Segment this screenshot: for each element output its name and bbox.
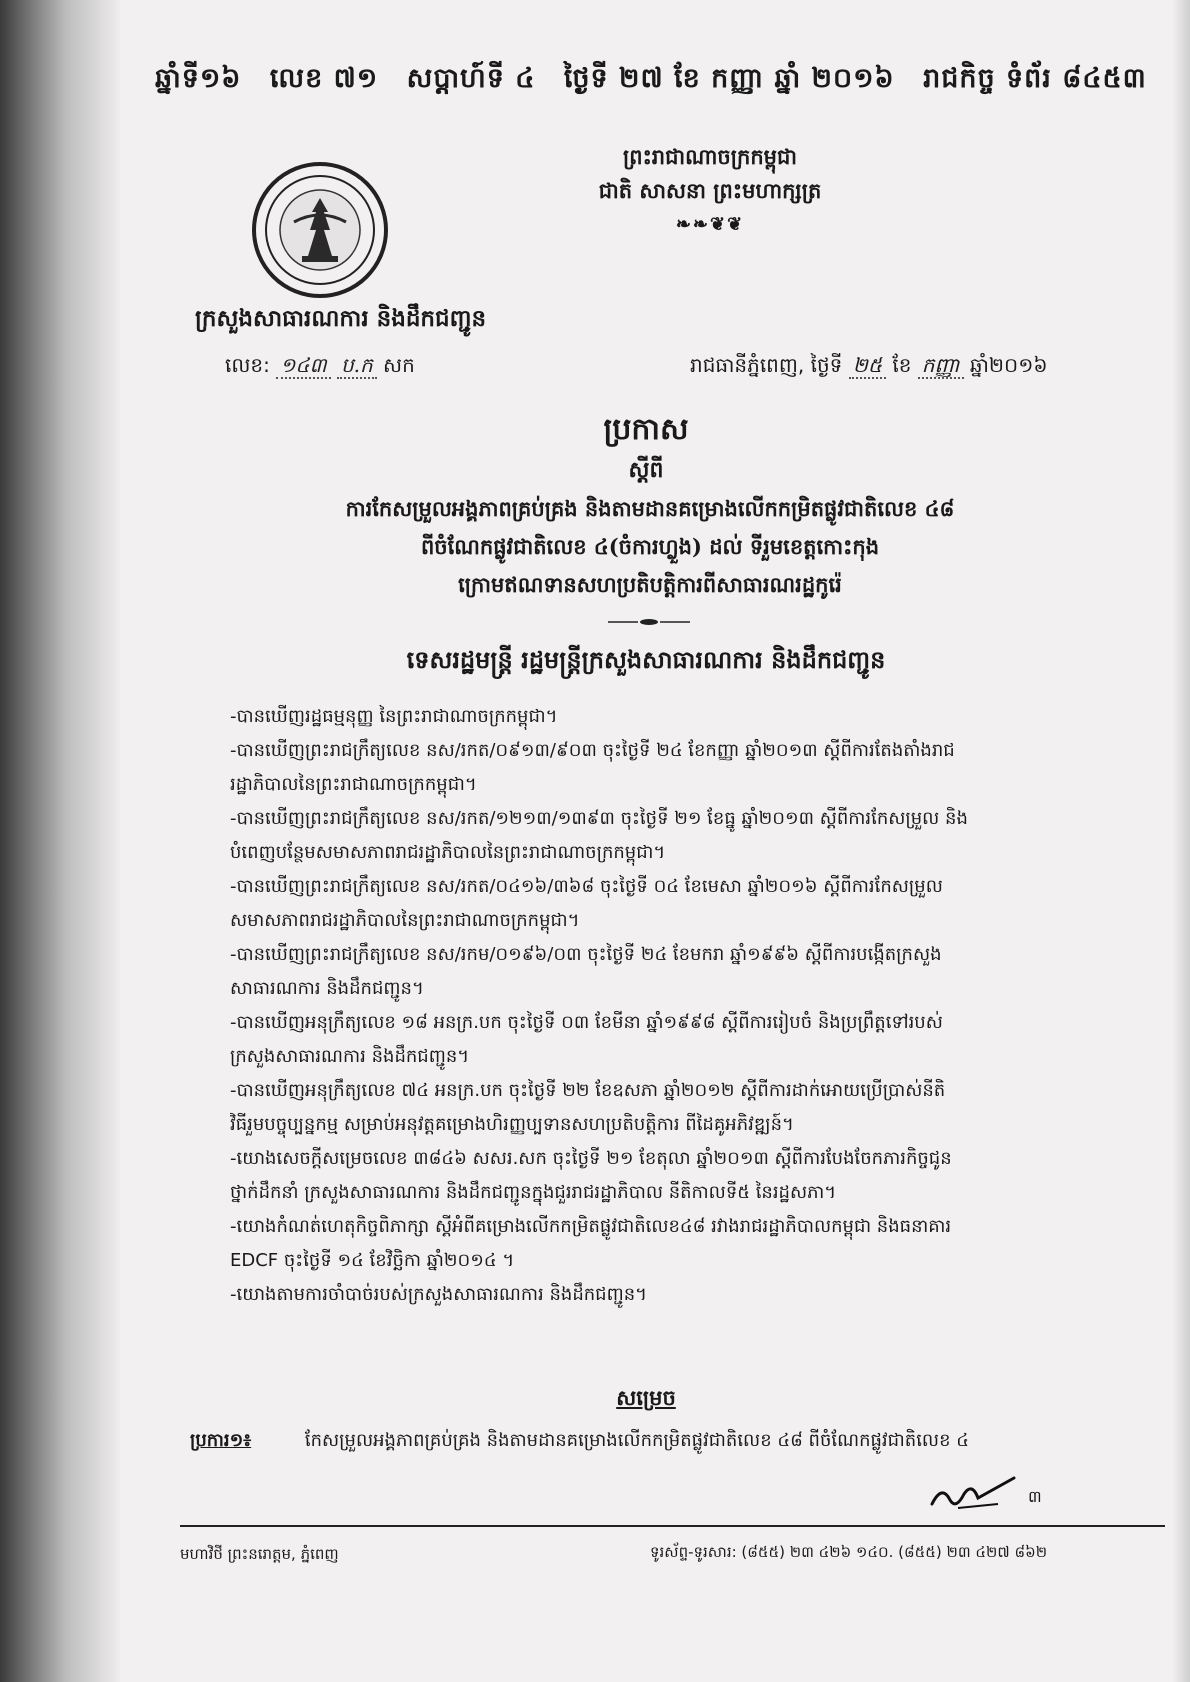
page-mark: ៣ [1028, 1487, 1042, 1506]
ref-prefix: លេខ: [225, 353, 270, 377]
list-item: ថ្នាក់ដឹកនាំ ក្រសួងសាធារណការ និងដឹកជញ្ជូនក្នុងជួររាជរដ្ឋាភិបាល នីតិកាលទី៥ នៃរដ្ឋសភា។ [230, 1182, 837, 1203]
list-item: -បានឃើញព្រះរាជក្រឹត្យលេខ នស/រកម/០១៩៦/០៣ ចុះថ្ងៃទី ២៤ ខែមករា ឆ្នាំ១៩៩៦ ស្តីពីការបង្កើតក្រសួង [230, 944, 942, 965]
list-item: -បានឃើញព្រះរាជក្រឹត្យលេខ នស/រកត/១២១៣/១៣៩៣ ចុះថ្ងៃទី ២១ ខែធ្នូ ឆ្នាំ២០១៣ ស្តីពីការកែសម្រួល និង [230, 808, 968, 829]
ministry-name: ក្រសួងសាធារណការ និងដឹកជញ្ជូន [195, 305, 487, 332]
footer-phone: ទូរស័ព្ទ-ទូរសារ: (៨៥៥) ២៣ ៤២៦ ១៤០. (៨៥៥) ២៣ ៤២៧ ៨៦២ [650, 1543, 1048, 1561]
footer-divider [180, 1525, 1165, 1527]
list-item: -យោងតាមការចាំបាច់របស់ក្រសួងសាធារណការ និងដឹកជញ្ជូន។ [230, 1284, 648, 1305]
article-1-text: កែសម្រួលអង្គភាពគ្រប់គ្រង និងតាមដានគម្រោងលើកកម្រិតផ្លូវជាតិលេខ ៤៨ ពីចំណែកផ្លូវជាតិលេខ ៤ [304, 1430, 969, 1451]
issue-date [690, 352, 1048, 382]
gazette-week: សប្តាហ៍ទី ៤ [406, 63, 536, 94]
scan-shadow-right [1172, 0, 1190, 1682]
kingdom-motto [500, 140, 920, 242]
ornament: ❧❧❦❦ [675, 214, 745, 235]
date-month: កញ្ញា [918, 353, 964, 379]
ornamental-divider-icon [608, 618, 690, 626]
ref-number: ១៤៣ [276, 353, 330, 379]
subject-line: ពីចំណែកផ្លូវជាតិលេខ ៤(ចំការហ្លួង) ដល់ ទីរួមខេត្តកោះកុង [420, 534, 880, 559]
considerations-list [230, 700, 1150, 1312]
initials-signature-icon [928, 1474, 1018, 1514]
list-item: -យោងសេចក្តីសម្រេចលេខ ៣៨៤៦ សសរ.សក ចុះថ្ងៃទី ២១ ខែតុលា ឆ្នាំ២០១៣ ស្តីពីការបែងចែកភារកិច្ចជូន [230, 1148, 952, 1169]
footer-address: មហាវិថី ព្រះនរោត្តម, ភ្នំពេញ [180, 1545, 339, 1563]
list-item: -យោងកំណត់ហេតុកិច្ចពិភាក្សា ស្តីអំពីគម្រោងលើកកម្រិតផ្លូវជាតិលេខ៤៨ រវាងរាជរដ្ឋាភិបាលកម្ពុជា និងធនាគារ [230, 1216, 952, 1237]
subject-block [220, 490, 1080, 604]
reference-number [225, 352, 415, 382]
kingdom-name: ព្រះរាជាណាចក្រកម្ពុជា [622, 144, 797, 169]
ministry-seal-icon [250, 160, 390, 300]
gazette-year: ឆ្នាំទី១៦ [155, 63, 242, 94]
gazette-page: រាជកិច្ច ទំព័រ ៨៤៥៣ [923, 63, 1147, 94]
gazette-date: ថ្ងៃទី ២៧ ខែ កញ្ញា ឆ្នាំ ២០១៦ [563, 63, 895, 94]
subject-label: ស្តីពី [628, 457, 664, 483]
list-item: -បានឃើញអនុក្រឹត្យលេខ ៧៤ អនក្រ.បក ចុះថ្ងៃទី ២២ ខែឧសភា ឆ្នាំ២០១២ ស្តីពីការដាក់អោយប្រើប្រាស់នីតិ [230, 1080, 946, 1101]
list-item: សមាសភាពរាជរដ្ឋាភិបាលនៃព្រះរាជាណាចក្រកម្ពុជា។ [230, 910, 580, 931]
date-place: រាជធានីភ្នំពេញ, ថ្ងៃទី [690, 353, 843, 377]
document-type: ប្រកាស [603, 412, 689, 447]
date-month-label: ខែ [892, 353, 912, 377]
nation-motto: ជាតិ សាសនា ព្រះមហាក្សត្រ [598, 178, 822, 203]
article-1 [190, 1428, 1170, 1455]
date-year: ឆ្នាំ២០១៦ [969, 353, 1048, 377]
subject-line: ការកែសម្រួលអង្គភាពគ្រប់គ្រង និងតាមដានគម្រោងលើកកម្រិតផ្លូវជាតិលេខ ៤៨ [345, 496, 955, 521]
list-item: វិធីរួមបច្ចុប្បន្នកម្ម សម្រាប់អនុវត្តគម្រោងហិរញ្ញប្បទានសហប្រតិបត្តិការ ពីដៃគូអភិវឌ្ឍន៍។ [230, 1114, 794, 1135]
date-day: ២៥ [849, 353, 886, 379]
list-item: -បានឃើញអនុក្រឹត្យលេខ ១៨ អនក្រ.បក ចុះថ្ងៃទី ០៣ ខែមីនា ឆ្នាំ១៩៩៨ ស្តីពីការរៀបចំ និងប្រព្រឹត្តទៅរបស់ [230, 1012, 943, 1033]
list-item: -បានឃើញរដ្ឋធម្មនុញ្ញ នៃព្រះរាជាណាចក្រកម្ពុជា។ [230, 706, 558, 727]
list-item: ក្រសួងសាធារណការ និងដឹកជញ្ជូន។ [230, 1046, 470, 1067]
list-item: រដ្ឋាភិបាលនៃព្រះរាជាណាចក្រកម្ពុជា។ [230, 774, 477, 795]
subject-line: ក្រោមឥណទានសហប្រតិបត្តិការពីសាធារណរដ្ឋកូរ៉េ [458, 572, 842, 597]
issuer-title: ទេសរដ្ឋមន្ត្រី រដ្ឋមន្ត្រីក្រសួងសាធារណការ និងដឹកជញ្ជូន [406, 645, 886, 674]
ref-suffix: សក [383, 353, 415, 377]
scan-shadow-left [0, 0, 120, 1682]
list-item: -បានឃើញព្រះរាជក្រឹត្យលេខ នស/រកត/០៩១៣/៩០៣ ចុះថ្ងៃទី ២៤ ខែកញ្ញា ឆ្នាំ២០១៣ ស្តីពីការតែងតាំងរាជ [230, 740, 955, 761]
article-1-label: ប្រការ១៖ [190, 1430, 252, 1451]
decision-title: សម្រេច [616, 1385, 676, 1410]
list-item: បំពេញបន្ថែមសមាសភាពរាជរដ្ឋាភិបាលនៃព្រះរាជាណាចក្រកម្ពុជា។ [230, 842, 666, 863]
gazette-header [155, 62, 1155, 101]
ref-separator: ប.ក [337, 353, 377, 379]
list-item: EDCF ចុះថ្ងៃទី ១៤ ខែវិច្ឆិកា ឆ្នាំ២០១៤ ។ [230, 1250, 515, 1271]
list-item: -បានឃើញព្រះរាជក្រឹត្យលេខ នស/រកត/០៤១៦/៣៦៨ ចុះថ្ងៃទី ០៤ ខែមេសា ឆ្នាំ២០១៦ ស្តីពីការកែសម្រួល [230, 876, 943, 897]
document-page [120, 0, 1172, 1682]
gazette-issue: លេខ ៧១ [269, 63, 379, 94]
list-item: សាធារណការ និងដឹកជញ្ជូន។ [230, 978, 424, 999]
